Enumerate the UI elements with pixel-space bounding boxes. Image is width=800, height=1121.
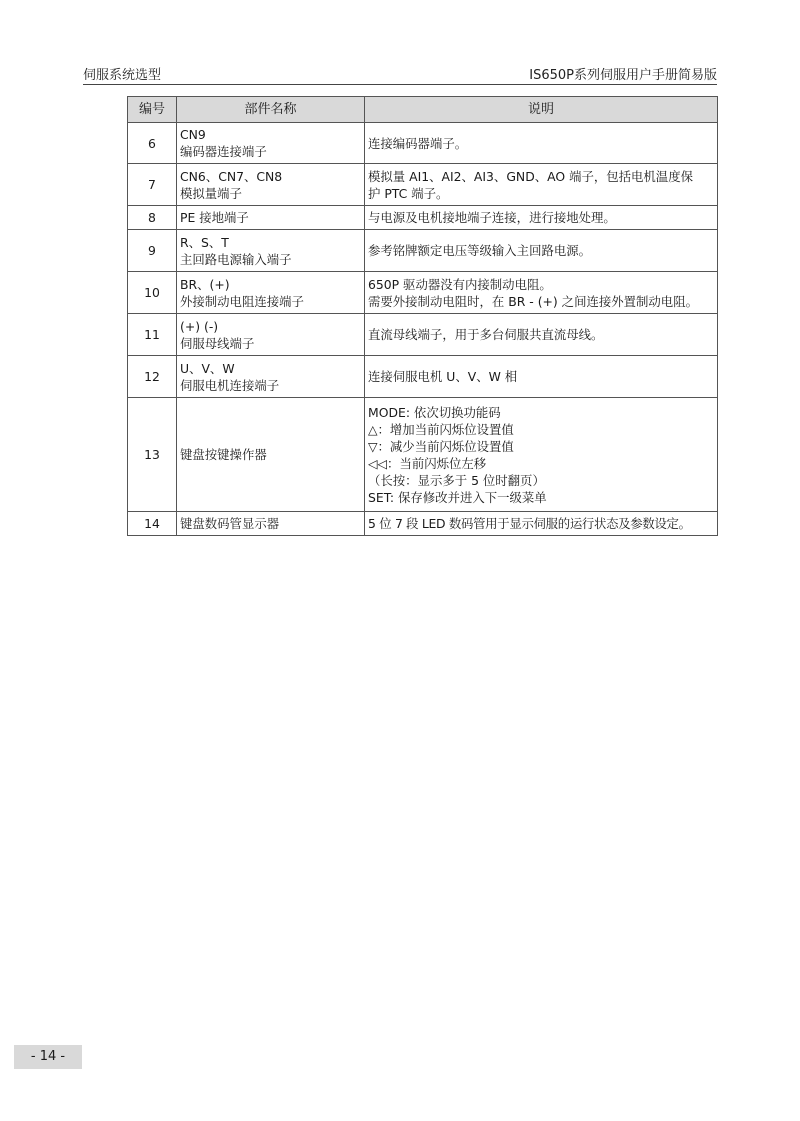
part-name: 键盘按键操作器 bbox=[177, 398, 365, 512]
row-number: 6 bbox=[128, 123, 177, 164]
column-header-desc: 说明 bbox=[365, 97, 718, 123]
table-row bbox=[128, 206, 718, 230]
table-row bbox=[128, 512, 718, 536]
part-description: 直流母线端子，用于多台伺服共直流母线。 bbox=[365, 314, 718, 356]
part-name: BR、(+) 外接制动电阻连接端子 bbox=[177, 272, 365, 314]
part-name: 键盘数码管显示器 bbox=[177, 512, 365, 536]
row-number: 8 bbox=[128, 206, 177, 230]
part-description: 与电源及电机接地端子连接，进行接地处理。 bbox=[365, 206, 718, 230]
manual-title: IS650P系列伺服用户手册简易版 bbox=[529, 68, 717, 83]
row-number: 9 bbox=[128, 230, 177, 272]
row-number: 11 bbox=[128, 314, 177, 356]
column-header-name: 部件名称 bbox=[177, 97, 365, 123]
row-number: 12 bbox=[128, 356, 177, 398]
part-name: (+) (-) 伺服母线端子 bbox=[177, 314, 365, 356]
row-number: 10 bbox=[128, 272, 177, 314]
table-row bbox=[128, 123, 718, 164]
table-row bbox=[128, 272, 718, 314]
part-description: 模拟量 AI1、AI2、AI3、GND、AO 端子，包括电机温度保 护 PTC 端子。 bbox=[365, 164, 718, 206]
part-name: U、V、W 伺服电机连接端子 bbox=[177, 356, 365, 398]
part-name: CN9 编码器连接端子 bbox=[177, 123, 365, 164]
part-description: 5 位 7 段 LED 数码管用于显示伺服的运行状态及参数设定。 bbox=[365, 512, 718, 536]
table-row bbox=[128, 398, 718, 512]
table-row bbox=[128, 230, 718, 272]
row-number: 7 bbox=[128, 164, 177, 206]
page-number: - 14 - bbox=[14, 1045, 82, 1069]
part-description: MODE: 依次切换功能码 △：增加当前闪烁位设置值 ▽：减少当前闪烁位设置值 ◁◁：当前闪烁位左移 （长按：显示多于 5 位时翻页） SET: 保存修改并进入下一级菜单 bbox=[365, 398, 718, 512]
column-header-num: 编号 bbox=[128, 97, 177, 123]
page-header bbox=[83, 60, 717, 85]
table-header-row bbox=[128, 97, 718, 123]
part-name: PE 接地端子 bbox=[177, 206, 365, 230]
table-row bbox=[128, 314, 718, 356]
section-title: 伺服系统选型 bbox=[83, 68, 162, 83]
part-description: 连接编码器端子。 bbox=[365, 123, 718, 164]
table-row bbox=[128, 164, 718, 206]
part-description: 参考铭牌额定电压等级输入主回路电源。 bbox=[365, 230, 718, 272]
row-number: 14 bbox=[128, 512, 177, 536]
part-name: R、S、T 主回路电源输入端子 bbox=[177, 230, 365, 272]
part-name: CN6、CN7、CN8 模拟量端子 bbox=[177, 164, 365, 206]
terminal-table bbox=[127, 96, 718, 536]
table-row bbox=[128, 356, 718, 398]
part-description: 连接伺服电机 U、V、W 相 bbox=[365, 356, 718, 398]
row-number: 13 bbox=[128, 398, 177, 512]
part-description: 650P 驱动器没有内接制动电阻。 需要外接制动电阻时，在 BR - (+) 之间连接外置制动电阻。 bbox=[365, 272, 718, 314]
